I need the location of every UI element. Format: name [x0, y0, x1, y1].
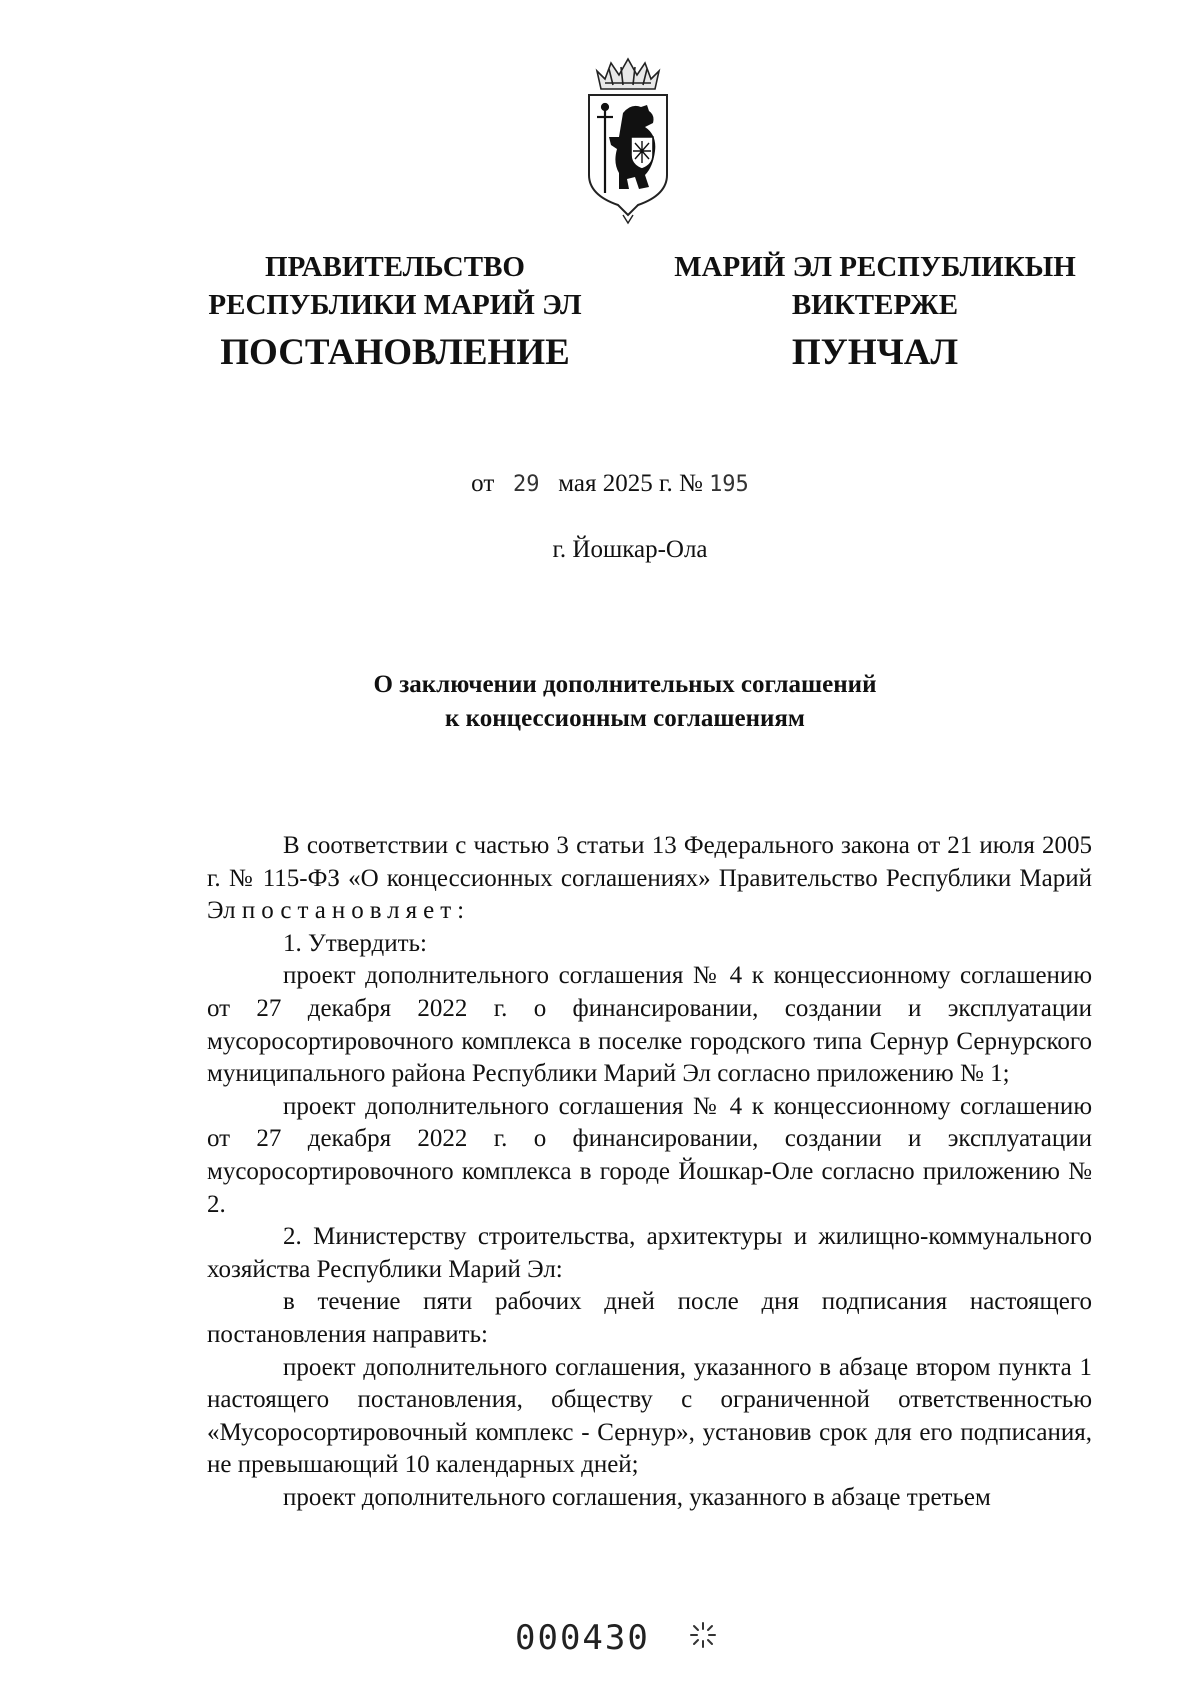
header-left-line1: ПРАВИТЕЛЬСТВО — [265, 251, 525, 283]
item-2-a: в течение пяти рабочих дней после дня подписания настоящего постановления направить: — [207, 1288, 1092, 1348]
item-2: 2. Министерству строительства, архитектуры и жилищно-коммунального хозяйства Республики Марий Эл: — [207, 1223, 1092, 1283]
document-body — [207, 830, 1092, 1514]
doc-type-ru: ПОСТАНОВЛЕНИЕ — [220, 332, 570, 373]
header-right-line1: МАРИЙ ЭЛ РЕСПУБЛИКЫН — [674, 251, 1076, 283]
date-prefix: от — [471, 470, 495, 497]
doc-type-mari: ПУНЧАЛ — [791, 332, 959, 373]
preamble-text: В соответствии с частью 3 статьи 13 Федерального закона от 21 июля 2005 г. № 115-ФЗ «О концессионных соглашениях» Правительство Республики Марий Эл — [207, 832, 1092, 925]
title-line1: О заключении дополнительных соглашений — [373, 671, 877, 698]
item-1: 1. Утвердить: — [283, 929, 427, 957]
item-1-a: проект дополнительного соглашения № 4 к концессионному соглашению от 27 декабря 2022 г. о финансировании, создании и эксплуатации мусоросортировочного комплекса в поселке городского типа Сернур Сернурского муниципального района Республики Марий Эл согласно приложению № 1; — [207, 962, 1092, 1088]
header-left-line2: РЕСПУБЛИКИ МАРИЙ ЭЛ — [208, 289, 582, 321]
date-day: 29 — [513, 472, 540, 497]
item-1-b: проект дополнительного соглашения № 4 к концессионному соглашению от 27 декабря 2022 г. о финансировании, создании и эксплуатации мусоросортировочного комплекса в городе Йошкар-Оле согласно приложению № 2. — [207, 1092, 1092, 1218]
coat-of-arms-icon — [583, 55, 673, 225]
document-date — [430, 468, 790, 501]
city: г. Йошкар-Ола — [552, 536, 708, 563]
item-2-c: проект дополнительного соглашения, указанного в абзаце третьем — [283, 1483, 991, 1511]
resolves-text: постановляет: — [241, 897, 471, 925]
asterisk-mark-icon — [688, 1620, 718, 1650]
header-left — [195, 248, 595, 376]
title-line2: к концессионным соглашениям — [445, 705, 805, 732]
header-right-line2: ВИКТЕРЖЕ — [791, 289, 959, 321]
serial-number: 000430 — [515, 1618, 650, 1658]
item-2-b: проект дополнительного соглашения, указанного в абзаце втором пункта 1 настоящего постановления, обществу с ограниченной ответственностью «Мусоросортировочный комплекс - Сернур», установив срок для его подписания, не превышающий 10 календарных дней; — [207, 1353, 1092, 1479]
document-title — [250, 668, 1000, 736]
header-right — [650, 248, 1100, 376]
preamble-paragraph — [207, 830, 1092, 928]
date-month-year: мая 2025 г. № — [558, 470, 703, 497]
document-number: 195 — [709, 472, 749, 497]
